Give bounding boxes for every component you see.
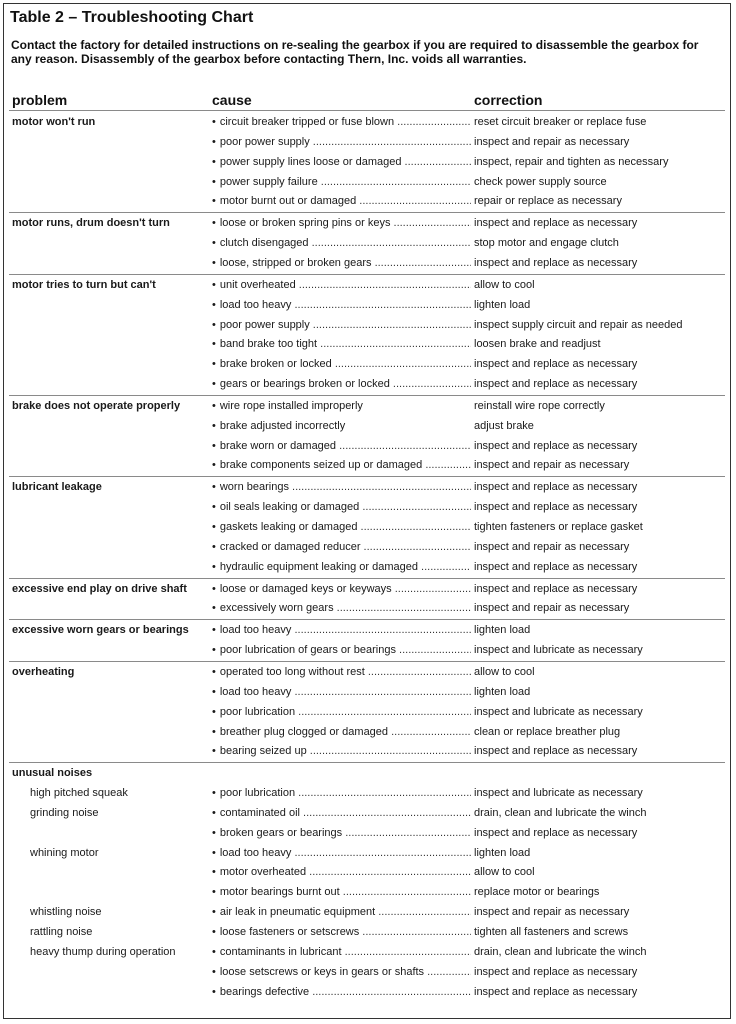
correction-cell: inspect, repair and tighten as necessary bbox=[474, 155, 669, 168]
table-row bbox=[0, 354, 736, 374]
cause-cell: • loose or broken spring pins or keys ..... bbox=[212, 213, 471, 233]
cause-cell: • poor lubrication ..... bbox=[212, 783, 471, 803]
correction-cell: lighten load bbox=[474, 846, 531, 859]
correction-cell: check power supply source bbox=[474, 175, 607, 188]
cause-cell: • air leak in pneumatic equipment ..... bbox=[212, 902, 471, 922]
table-row bbox=[0, 315, 736, 335]
sub-problem-label: whistling noise bbox=[30, 906, 102, 919]
table-row bbox=[0, 497, 736, 517]
correction-cell: repair or replace as necessary bbox=[474, 195, 622, 208]
bullet-icon: • bbox=[212, 806, 216, 819]
bullet-icon: • bbox=[212, 644, 216, 657]
cause-cell: • load too heavy ..... bbox=[212, 682, 471, 702]
bullet-icon: • bbox=[212, 459, 216, 472]
table-row bbox=[0, 537, 736, 557]
bullet-icon: • bbox=[212, 787, 216, 800]
cause-cell: • loose or damaged keys or keyways ..... bbox=[212, 579, 471, 599]
correction-cell: allow to cool bbox=[474, 665, 535, 678]
bullet-icon: • bbox=[212, 358, 216, 371]
table-row bbox=[0, 620, 736, 640]
table-row bbox=[0, 640, 736, 660]
correction-cell: inspect and replace as necessary bbox=[474, 481, 638, 494]
cause-cell: • bearing seized up ..... bbox=[212, 741, 471, 761]
cause-cell: • loose, stripped or broken gears ..... bbox=[212, 253, 471, 273]
table-row bbox=[0, 253, 736, 273]
bullet-icon: • bbox=[212, 175, 216, 188]
bullet-icon: • bbox=[212, 965, 216, 978]
correction-cell: inspect and repair as necessary bbox=[474, 540, 630, 553]
cause-cell: • gaskets leaking or damaged ..... bbox=[212, 517, 471, 537]
table-row bbox=[0, 843, 736, 863]
bullet-icon: • bbox=[212, 439, 216, 452]
cause-cell: • poor lubrication of gears or bearings ..... bbox=[212, 640, 471, 660]
bullet-icon: • bbox=[212, 826, 216, 839]
cause-cell: • brake worn or damaged ..... bbox=[212, 436, 471, 456]
table-row bbox=[0, 436, 736, 456]
table-row bbox=[0, 213, 736, 233]
table-row bbox=[0, 803, 736, 823]
cause-cell: • load too heavy ..... bbox=[212, 295, 471, 315]
table-row bbox=[0, 702, 736, 722]
correction-cell: reinstall wire rope correctly bbox=[474, 399, 605, 412]
correction-cell: inspect and repair as necessary bbox=[474, 135, 630, 148]
bullet-icon: • bbox=[212, 195, 216, 208]
table-row bbox=[0, 334, 736, 354]
table-row bbox=[0, 374, 736, 394]
table-row bbox=[0, 112, 736, 132]
correction-cell: inspect and repair as necessary bbox=[474, 459, 630, 472]
table-row bbox=[0, 191, 736, 211]
table-row bbox=[0, 982, 736, 1002]
correction-cell: inspect and replace as necessary bbox=[474, 985, 638, 998]
table-row bbox=[0, 396, 736, 416]
cause-cell: • motor bearings burnt out ..... bbox=[212, 882, 471, 902]
table-row bbox=[0, 172, 736, 192]
correction-cell: inspect and lubricate as necessary bbox=[474, 787, 643, 800]
bullet-icon: • bbox=[212, 745, 216, 758]
cause-cell: • oil seals leaking or damaged ..... bbox=[212, 497, 471, 517]
cause-cell: • power supply failure ..... bbox=[212, 172, 471, 192]
table-row bbox=[0, 416, 736, 436]
intro-note: Contact the factory for detailed instructions on re-sealing the gearbox if you are required to disassemble the gearbox for any reason. Disassembly of the gearbox before contacting Thern, Inc. voids all warranties. bbox=[11, 38, 699, 66]
cause-cell: • power supply lines loose or damaged ..... bbox=[212, 152, 471, 172]
sub-problem-label: grinding noise bbox=[30, 806, 99, 819]
bullet-icon: • bbox=[212, 945, 216, 958]
bullet-icon: • bbox=[212, 116, 216, 128]
correction-cell: adjust brake bbox=[474, 419, 534, 432]
cause-cell: • motor burnt out or damaged ..... bbox=[212, 191, 471, 211]
correction-cell: lighten load bbox=[474, 298, 531, 311]
bullet-icon: • bbox=[212, 926, 216, 938]
bullet-icon: • bbox=[212, 624, 216, 637]
correction-cell: clean or replace breather plug bbox=[474, 725, 621, 738]
bullet-icon: • bbox=[212, 481, 216, 494]
cause-cell: • poor power supply ..... bbox=[212, 132, 471, 152]
bullet-icon: • bbox=[212, 217, 216, 230]
table-row bbox=[0, 662, 736, 682]
table-row bbox=[0, 233, 736, 253]
bullet-icon: • bbox=[212, 705, 216, 718]
table-row bbox=[0, 962, 736, 982]
correction-cell: reset circuit breaker or replace fuse bbox=[474, 116, 647, 128]
problem-label: motor runs, drum doesn't turn bbox=[12, 217, 170, 230]
cause-cell: • excessively worn gears ..... bbox=[212, 598, 471, 618]
table-row bbox=[0, 783, 736, 803]
page-title: Table 2 – Troubleshooting Chart bbox=[10, 9, 254, 26]
table-row bbox=[0, 722, 736, 742]
problem-label: motor tries to turn but can't bbox=[12, 278, 156, 291]
table-row bbox=[0, 455, 736, 475]
bullet-icon: • bbox=[212, 298, 216, 311]
correction-cell: inspect and replace as necessary bbox=[474, 256, 638, 269]
bullet-icon: • bbox=[212, 906, 216, 919]
correction-cell: stop motor and engage clutch bbox=[474, 237, 619, 250]
table-row bbox=[0, 132, 736, 152]
problem-label: lubricant leakage bbox=[12, 481, 102, 494]
cause-cell: • motor overheated ..... bbox=[212, 862, 471, 882]
problem-label: overheating bbox=[12, 665, 75, 678]
bullet-icon: • bbox=[212, 256, 216, 269]
bullet-icon: • bbox=[212, 665, 216, 678]
table-row bbox=[0, 295, 736, 315]
problem-label: motor won't run bbox=[12, 116, 96, 128]
correction-cell: inspect and replace as necessary bbox=[474, 358, 638, 371]
bullet-icon: • bbox=[212, 419, 216, 432]
cause-cell: • contaminants in lubricant ..... bbox=[212, 942, 471, 962]
bullet-icon: • bbox=[212, 685, 216, 698]
bullet-icon: • bbox=[212, 501, 216, 514]
cause-column-header: cause bbox=[212, 92, 252, 108]
bullet-icon: • bbox=[212, 338, 216, 351]
bullet-icon: • bbox=[212, 378, 216, 391]
problem-group-header bbox=[0, 763, 736, 783]
correction-cell: tighten all fasteners and screws bbox=[474, 926, 629, 938]
cause-cell: • breather plug clogged or damaged ..... bbox=[212, 722, 471, 742]
cause-cell: • cracked or damaged reducer ..... bbox=[212, 537, 471, 557]
correction-cell: allow to cool bbox=[474, 866, 535, 879]
problem-label: excessive worn gears or bearings bbox=[12, 624, 189, 637]
cause-cell: • wire rope installed improperly bbox=[212, 399, 363, 412]
cause-cell: • load too heavy ..... bbox=[212, 620, 471, 640]
correction-cell: inspect and repair as necessary bbox=[474, 602, 630, 615]
table-row bbox=[0, 557, 736, 577]
correction-cell: allow to cool bbox=[474, 278, 535, 291]
table-row bbox=[0, 682, 736, 702]
bullet-icon: • bbox=[212, 886, 216, 899]
correction-cell: lighten load bbox=[474, 624, 531, 637]
sub-problem-label: heavy thump during operation bbox=[30, 945, 176, 958]
cause-cell: • brake adjusted incorrectly bbox=[212, 419, 346, 432]
correction-cell: drain, clean and lubricate the winch bbox=[474, 945, 647, 958]
correction-cell: inspect and replace as necessary bbox=[474, 217, 638, 230]
bullet-icon: • bbox=[212, 521, 216, 533]
correction-cell: replace motor or bearings bbox=[474, 886, 600, 899]
sub-problem-label: rattling noise bbox=[30, 926, 93, 938]
correction-cell: inspect and lubricate as necessary bbox=[474, 644, 643, 657]
table-row bbox=[0, 598, 736, 618]
table-row bbox=[0, 882, 736, 902]
bullet-icon: • bbox=[212, 985, 216, 998]
bullet-icon: • bbox=[212, 846, 216, 859]
problem-column-header: problem bbox=[12, 92, 68, 108]
cause-cell: • broken gears or bearings ..... bbox=[212, 823, 471, 843]
table-row bbox=[0, 823, 736, 843]
cause-cell: • gears or bearings broken or locked ..... bbox=[212, 374, 471, 394]
table-row bbox=[0, 902, 736, 922]
table-row bbox=[0, 741, 736, 761]
cause-cell: • loose setscrews or keys in gears or shafts ..... bbox=[212, 962, 471, 982]
bullet-icon: • bbox=[212, 866, 216, 879]
table-row bbox=[0, 922, 736, 942]
correction-cell: lighten load bbox=[474, 685, 531, 698]
table-row bbox=[0, 152, 736, 172]
table-row bbox=[0, 862, 736, 882]
cause-cell: • clutch disengaged ..... bbox=[212, 233, 471, 253]
correction-column-header: correction bbox=[474, 92, 543, 108]
table-row bbox=[0, 477, 736, 497]
correction-cell: inspect and replace as necessary bbox=[474, 745, 638, 758]
problem-label: unusual noises bbox=[12, 767, 93, 780]
correction-cell: drain, clean and lubricate the winch bbox=[474, 806, 647, 819]
cause-cell: • poor power supply ..... bbox=[212, 315, 471, 335]
cause-cell: • contaminated oil ..... bbox=[212, 803, 471, 823]
cause-cell: • unit overheated ..... bbox=[212, 275, 471, 295]
correction-cell: inspect and replace as necessary bbox=[474, 501, 638, 514]
bullet-icon: • bbox=[212, 602, 216, 615]
correction-cell: inspect and replace as necessary bbox=[474, 965, 638, 978]
correction-cell: inspect supply circuit and repair as needed bbox=[474, 318, 683, 331]
bullet-icon: • bbox=[212, 399, 216, 412]
bullet-icon: • bbox=[212, 237, 216, 250]
table-row bbox=[0, 942, 736, 962]
bullet-icon: • bbox=[212, 155, 216, 168]
bullet-icon: • bbox=[212, 725, 216, 738]
correction-cell: inspect and replace as necessary bbox=[474, 439, 638, 452]
bullet-icon: • bbox=[212, 582, 216, 595]
sub-problem-label: whining motor bbox=[30, 846, 99, 859]
cause-cell: • load too heavy ..... bbox=[212, 843, 471, 863]
correction-cell: inspect and lubricate as necessary bbox=[474, 705, 643, 718]
table-row bbox=[0, 579, 736, 599]
cause-cell: • hydraulic equipment leaking or damaged ..... bbox=[212, 557, 471, 577]
correction-cell: inspect and repair as necessary bbox=[474, 906, 630, 919]
cause-cell: • brake components seized up or damaged ..... bbox=[212, 455, 471, 475]
table-row bbox=[0, 517, 736, 537]
bullet-icon: • bbox=[212, 318, 216, 331]
correction-cell: inspect and replace as necessary bbox=[474, 826, 638, 839]
correction-cell: inspect and replace as necessary bbox=[474, 378, 638, 391]
bullet-icon: • bbox=[212, 135, 216, 148]
correction-cell: inspect and replace as necessary bbox=[474, 582, 638, 595]
cause-cell: • band brake too tight ..... bbox=[212, 334, 471, 354]
correction-cell: inspect and replace as necessary bbox=[474, 560, 638, 573]
sub-problem-label: high pitched squeak bbox=[30, 787, 128, 800]
bullet-icon: • bbox=[212, 540, 216, 553]
cause-cell: • circuit breaker tripped or fuse blown ..... bbox=[212, 112, 471, 132]
cause-cell: • bearings defective ..... bbox=[212, 982, 471, 1002]
cause-cell: • loose fasteners or setscrews ..... bbox=[212, 922, 471, 942]
bullet-icon: • bbox=[212, 278, 216, 291]
cause-cell: • poor lubrication ..... bbox=[212, 702, 471, 722]
problem-label: excessive end play on drive shaft bbox=[12, 582, 187, 595]
problem-label: brake does not operate properly bbox=[12, 399, 181, 412]
cause-cell: • worn bearings ..... bbox=[212, 477, 471, 497]
row-divider bbox=[9, 110, 725, 111]
table-row bbox=[0, 275, 736, 295]
bullet-icon: • bbox=[212, 560, 216, 573]
correction-cell: loosen brake and readjust bbox=[474, 338, 601, 351]
cause-cell: • brake broken or locked ..... bbox=[212, 354, 471, 374]
correction-cell: tighten fasteners or replace gasket bbox=[474, 521, 643, 533]
cause-cell: • operated too long without rest ..... bbox=[212, 662, 471, 682]
